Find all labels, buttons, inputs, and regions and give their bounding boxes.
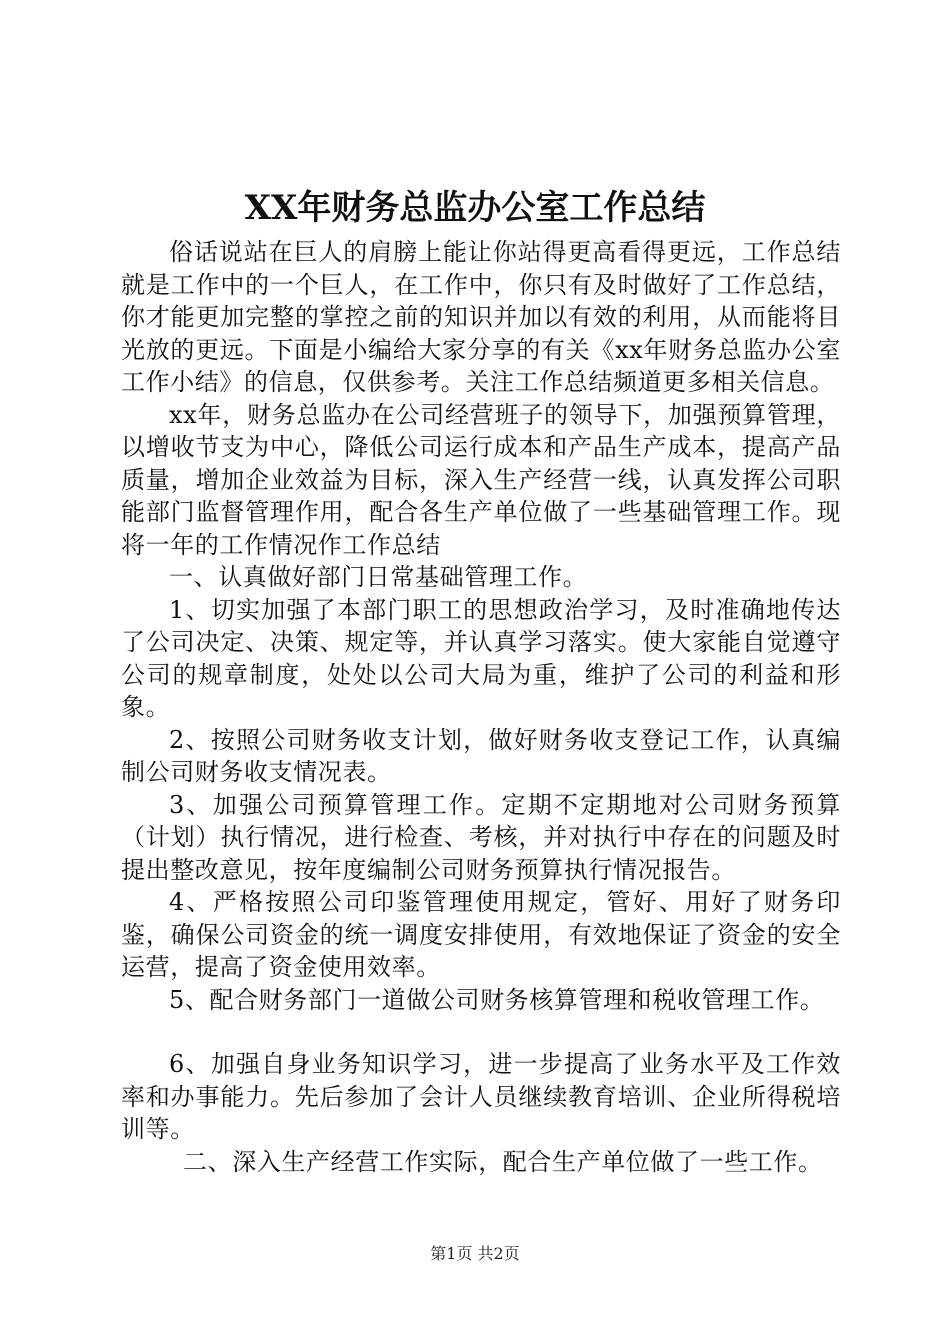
- section-heading-2: 二、深入生产经营工作实际，配合生产单位做了一些工作。: [183, 1147, 823, 1176]
- list-item-5: 5、配合财务部门一道做公司财务核算管理和税收管理工作。: [169, 985, 825, 1014]
- page-footer: 第1页 共2页: [430, 1244, 520, 1263]
- document-body: [121, 236, 841, 1178]
- paragraph-overview: xx年，财务总监办在公司经营班子的领导下，加强预算管理，以增收节支为中心，降低公司运行成本和产品生产成本，提高产品质量，增加企业效益为目标，深入生产经营一线，认真发挥公司职能部门监督管理作用，配合各生产单位做了一些基础管理工作。现将一年的工作情况作工作总结: [121, 400, 841, 559]
- list-item-6: 6、加强自身业务知识学习，进一步提高了业务水平及工作效率和办事能力。先后参加了会计人员继续教育培训、企业所得税培训等。: [121, 1050, 841, 1143]
- list-item-2: 2、按照公司财务收支计划，做好财务收支登记工作，认真编制公司财务收支情况表。: [121, 725, 841, 786]
- list-item-3: 3、加强公司预算管理工作。定期不定期地对公司财务预算（计划）执行情况，进行检查、考核，并对执行中存在的问题及时提出整改意见，按年度编制公司财务预算执行情况报告。: [121, 790, 841, 884]
- section-heading-1: 一、认真做好部门日常基础管理工作。: [169, 563, 588, 591]
- list-item-1: 1、切实加强了本部门职工的思想政治学习，及时准确地传达了公司决定、决策、规定等，并认真学习落实。使大家能自觉遵守公司的规章制度，处处以公司大局为重，维护了公司的利益和形象。: [121, 595, 841, 721]
- document-title: XX年财务总监办公室工作总结: [244, 188, 706, 228]
- list-item-4: 4、严格按照公司印鉴管理使用规定，管好、用好了财务印鉴，确保公司资金的统一调度安排使用，有效地保证了资金的安全运营，提高了资金使用效率。: [121, 888, 841, 981]
- paragraph-intro: 俗话说站在巨人的肩膀上能让你站得更高看得更远，工作总结就是工作中的一个巨人，在工作中，你只有及时做好了工作总结，你才能更加完整的掌控之前的知识并加以有效的利用，从而能将目光放的更远。下面是小编给大家分享的有关《xx年财务总监办公室工作小结》的信息，仅供参考。关注工作总结频道更多相关信息。: [121, 238, 841, 396]
